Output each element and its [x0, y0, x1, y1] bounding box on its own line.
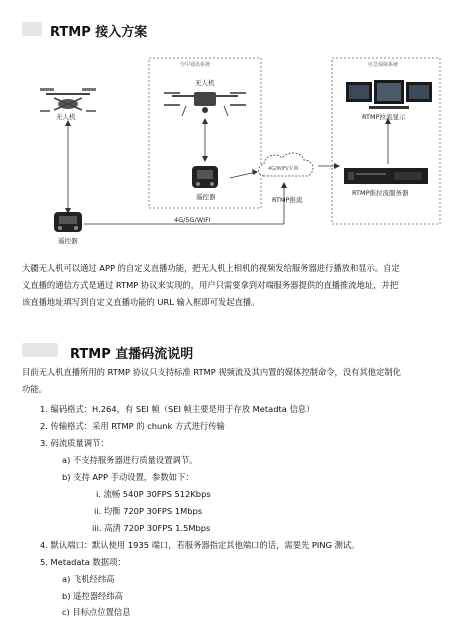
- controller-left-label: 遥控器: [58, 237, 78, 245]
- diagram-graphics: [34, 52, 444, 248]
- list-subsubitem-balanced: ii. 均衡 720P 30FPS 1Mbps: [94, 506, 203, 516]
- drone-left-icon: [40, 88, 96, 112]
- drone-left-label: 无人机: [56, 113, 76, 121]
- drone-center-icon: [164, 92, 246, 116]
- link-label: 4G/5G/WIFI: [174, 216, 211, 224]
- intro-line-3: 该直播地址填写到自定义直播功能的 URL 输入框即可发起直播。: [22, 297, 260, 307]
- list-item-encoding: 1. 编码格式：H.264，有 SEI 帧（SEI 帧主要是用于存放 Metadta 信息）: [40, 404, 315, 414]
- display-label: RTMP拉流显示: [362, 113, 406, 121]
- list-item-metadata: 5. Metadata 数据项：: [40, 557, 126, 567]
- display-monitor-icon: [346, 80, 432, 109]
- stream-line-2: 功能。: [22, 384, 47, 394]
- controller-left-icon: [54, 212, 82, 232]
- server-icon: [344, 168, 428, 184]
- list-subitem-server: a) 不支持服务器进行质量设置调节。: [62, 455, 198, 465]
- intro-line-2: 义直播的通信方式是通过 RTMP 协议来实现的，用户只需要拿到对端服务器提供的直播推流地址，并把: [22, 280, 399, 290]
- list-item-quality: 3. 码流质量调节：: [40, 438, 109, 448]
- ground-system-label: 应急保障系统: [368, 62, 399, 68]
- list-subitem-target: c) 目标点位置信息: [62, 607, 131, 617]
- list-subitem-app: b) 支持 APP 手动设置，参数如下：: [62, 472, 194, 482]
- controller-center-label: 遥控器: [196, 193, 216, 201]
- stream-paragraph: [22, 364, 446, 398]
- server-label: RTMP推拉流服务器: [352, 189, 409, 197]
- section-title-rtmp-access: RTMP 接入方案: [50, 25, 148, 40]
- rtmp-push-label: RTMP推流: [272, 196, 303, 204]
- rtmp-architecture-diagram: [34, 52, 444, 248]
- air-system-label: 空中通讯系统: [180, 62, 211, 68]
- intro-line-1: 大疆无人机可以通过 APP 的自定义直播功能，把无人机上相机的视频发给服务器进行播放和显示。自定: [22, 263, 400, 273]
- controller-center-icon: [192, 166, 218, 188]
- cloud-label: 4G/WiFi/专网: [268, 166, 299, 172]
- list-subsubitem-hd: iii. 高清 720P 30FPS 1.5Mbps: [92, 523, 211, 533]
- section-marker: [22, 343, 58, 357]
- section-title-rtmp-stream: RTMP 直播码流说明: [70, 347, 194, 362]
- list-subitem-aircraft: a) 飞机经纬高: [62, 574, 115, 584]
- list-subsubitem-smooth: i. 流畅 540P 30FPS 512Kbps: [96, 489, 211, 499]
- section-marker: [22, 22, 42, 36]
- stream-line-1: 目前无人机直播所用的 RTMP 协议只支持标准 RTMP 视频流及其内置的媒体控制命令，没有其他定制化: [22, 367, 401, 377]
- intro-paragraph: [22, 260, 446, 311]
- drone-center-label: 无人机: [195, 79, 215, 87]
- list-item-port: 4. 默认端口：默认使用 1935 端口，若服务器指定其他端口的话，需要先 PING 测试。: [40, 540, 360, 550]
- list-subitem-rc: b) 遥控器经纬高: [62, 591, 123, 601]
- list-item-transport: 2. 传输格式：采用 RTMP 的 chunk 方式进行传输: [40, 421, 225, 431]
